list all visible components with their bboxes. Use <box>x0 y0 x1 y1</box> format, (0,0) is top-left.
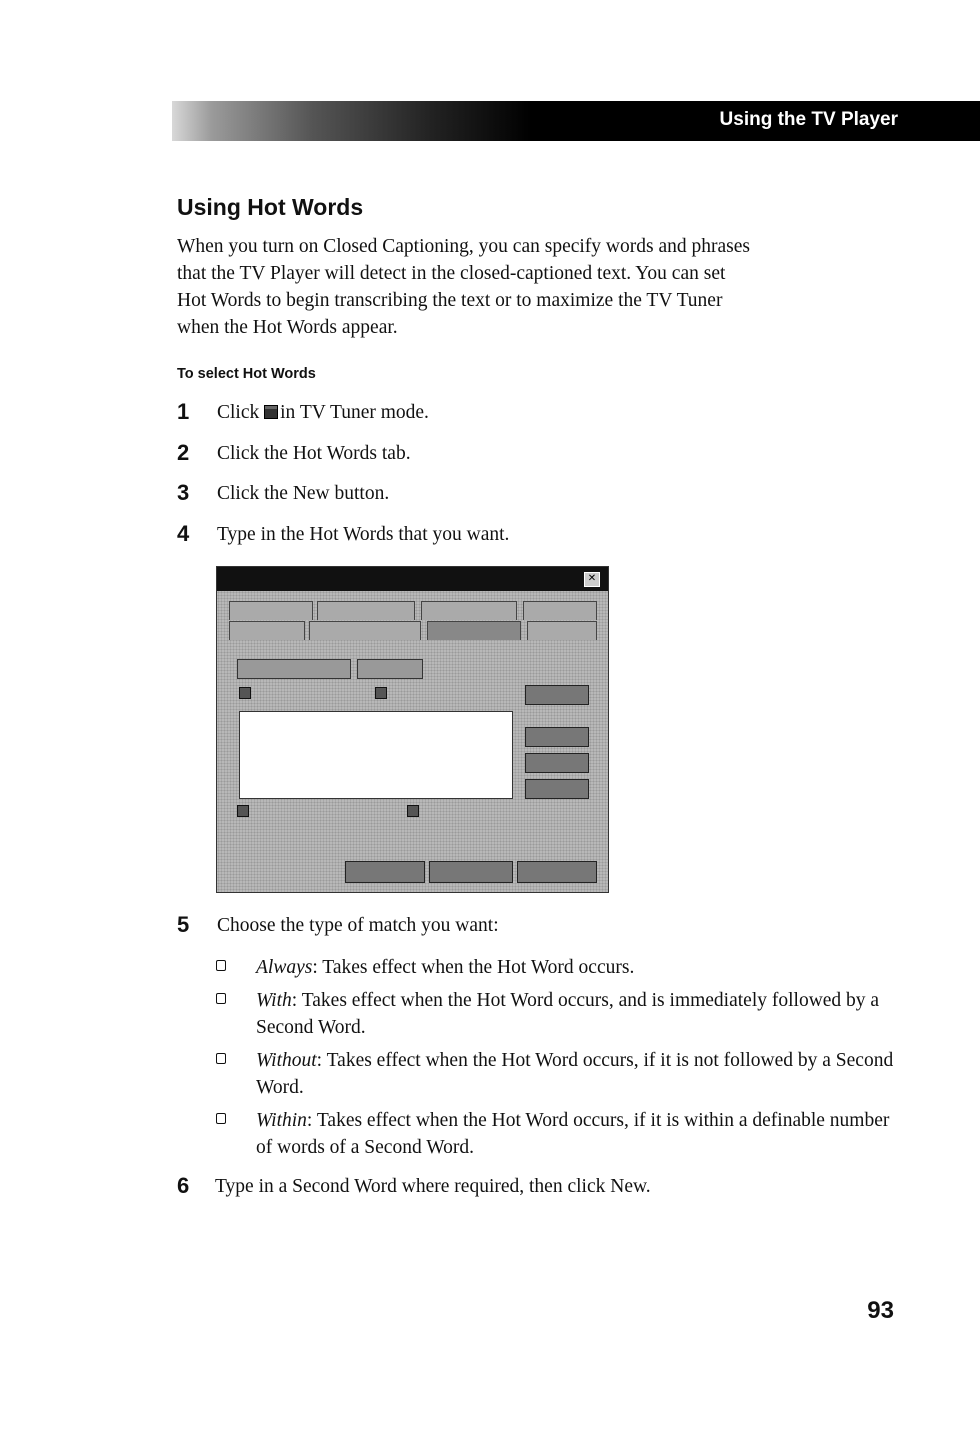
checkbox-bullet-icon <box>216 1113 226 1124</box>
list-item <box>216 987 896 1041</box>
match-description: : Takes effect when the Hot Word occurs, if it is within a definable number of words of a Second Word. <box>256 1110 890 1158</box>
dialog-button <box>525 685 589 705</box>
running-header-bar <box>172 101 980 141</box>
match-term: Within <box>256 1110 307 1131</box>
list-item <box>216 1047 896 1101</box>
tv-setup-icon <box>264 405 278 419</box>
intro-line: Hot Words to begin transcribing the text or to maximize the TV Tuner <box>177 290 723 311</box>
list-item <box>216 954 896 981</box>
checkbox-bullet-icon <box>216 960 226 971</box>
match-type-list <box>216 954 896 1167</box>
step-text-part: Click <box>217 402 265 423</box>
intro-line: When you turn on Closed Captioning, you can specify words and phrases <box>177 236 750 257</box>
intro-paragraph <box>177 233 897 341</box>
match-description: : Takes effect when the Hot Word occurs. <box>312 957 635 978</box>
list-item <box>216 1107 896 1161</box>
dialog-checkbox <box>375 687 387 699</box>
match-description: : Takes effect when the Hot Word occurs, and is immediately followed by a Second Word. <box>256 990 880 1038</box>
dialog-tab <box>229 621 305 640</box>
step-number: 3 <box>177 480 190 505</box>
step-number: 1 <box>177 399 190 424</box>
step-number: 2 <box>177 440 190 465</box>
dialog-tab-row <box>229 621 598 641</box>
section-title: Using Hot Words <box>177 194 364 220</box>
match-term: Without <box>256 1050 317 1071</box>
tv-setup-dialog-screenshot <box>216 566 609 893</box>
page-number: 93 <box>867 1297 894 1324</box>
dialog-button <box>525 727 589 747</box>
procedure-subhead: To select Hot Words <box>177 366 316 382</box>
dialog-tab <box>421 601 517 620</box>
dialog-button <box>345 861 425 883</box>
match-description: : Takes effect when the Hot Word occurs, if it is not followed by a Second Word. <box>256 1050 894 1098</box>
dialog-checkbox <box>237 805 249 817</box>
checkbox-bullet-icon <box>216 1053 226 1064</box>
step-number: 4 <box>177 521 190 546</box>
dialog-tab-active <box>427 621 521 640</box>
dialog-tab-row <box>229 601 598 621</box>
dialog-button <box>525 779 589 799</box>
dialog-button <box>517 861 597 883</box>
dialog-dropdown <box>357 659 423 679</box>
running-header-title: Using the TV Player <box>719 109 898 130</box>
step-text: Click the Hot Words tab. <box>217 443 411 464</box>
step-text: Type in a Second Word where required, then click New. <box>215 1176 651 1197</box>
step-text: Click the New button. <box>217 483 390 504</box>
dialog-titlebar <box>217 567 608 591</box>
dialog-checkbox <box>407 805 419 817</box>
step-text <box>217 402 429 424</box>
dialog-tab <box>229 601 313 620</box>
step-text: Type in the Hot Words that you want. <box>217 524 510 545</box>
dialog-tab <box>309 621 421 640</box>
dialog-checkbox <box>239 687 251 699</box>
intro-line: that the TV Player will detect in the closed-captioned text. You can set <box>177 263 726 284</box>
match-term: With <box>256 990 292 1011</box>
step-number: 6 <box>177 1173 190 1198</box>
checkbox-bullet-icon <box>216 993 226 1004</box>
dialog-text-field <box>237 659 351 679</box>
step-text: Choose the type of match you want: <box>217 915 499 936</box>
match-term: Always <box>256 957 313 978</box>
dialog-tab <box>317 601 415 620</box>
dialog-button <box>525 753 589 773</box>
intro-line: when the Hot Words appear. <box>177 317 398 338</box>
dialog-tab <box>523 601 597 620</box>
step-number: 5 <box>177 912 190 937</box>
dialog-button <box>429 861 513 883</box>
close-icon: ✕ <box>584 572 600 587</box>
dialog-tab <box>527 621 597 640</box>
dialog-word-list <box>239 711 513 799</box>
step-text-part: in TV Tuner mode. <box>280 402 429 423</box>
